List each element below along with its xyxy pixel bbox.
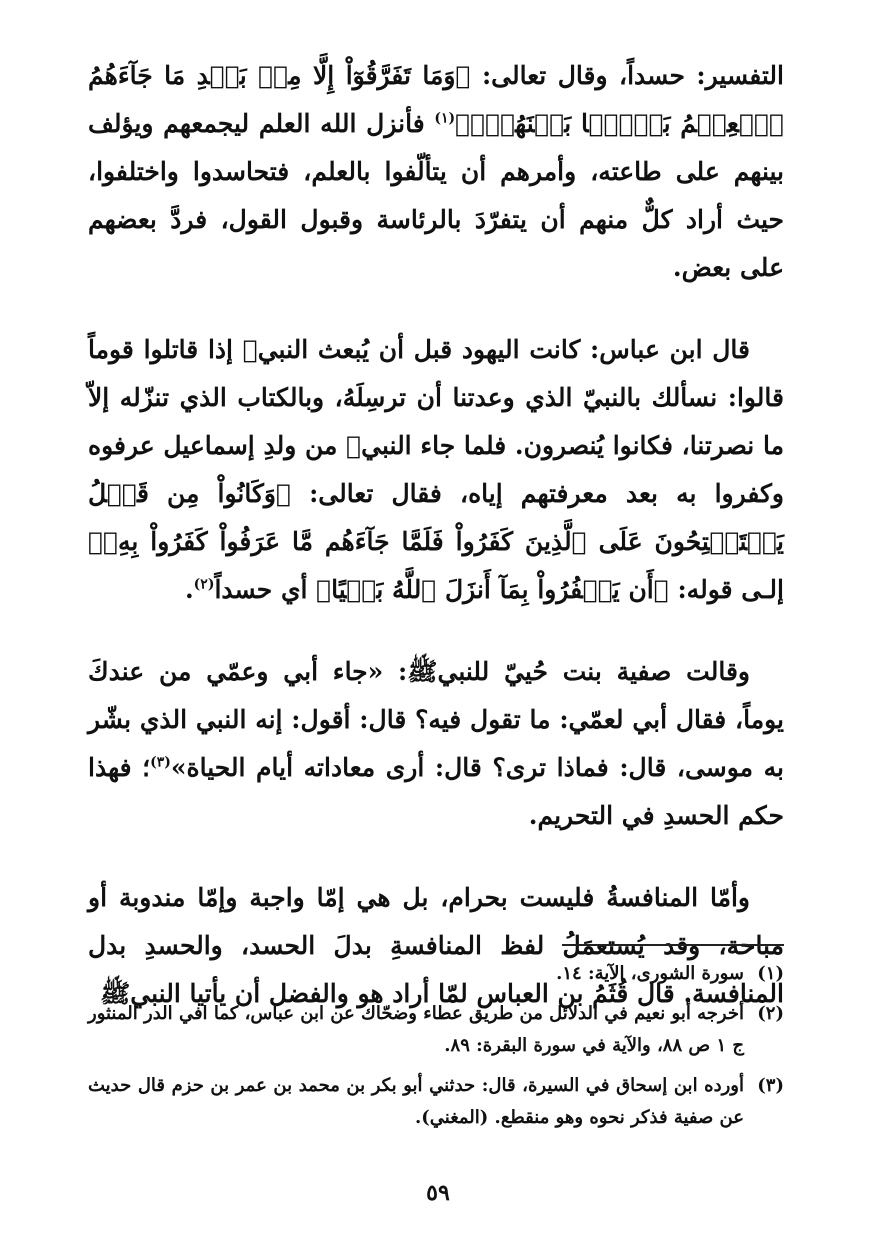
footnote-2: [88, 998, 784, 1062]
footnote-3: [88, 1070, 784, 1134]
paragraph-1: [88, 52, 784, 292]
footnote-3-text: أورده ابن إسحاق في السيرة، قال: حدثني أبو بكر بن محمد بن عمر بن حزم قال حديث عن صفية فذكر نحوه وهو منقطع. (المغني).: [88, 1075, 744, 1128]
footnotes: [88, 944, 784, 1142]
footnote-1: [88, 958, 784, 990]
footnote-ref-3: (٣): [150, 754, 171, 771]
footnote-2-text: أخرجه أبو نعيم في الدلائل من طريق عطاء وضحّاك عن ابن عباس، كما افي الدر المنثور ج ١ ص ٨٨، والآية في سورة البقرة: ٨٩.: [88, 1003, 744, 1056]
footnote-ref-1: (١): [434, 110, 456, 127]
paragraph-2-text-continued: .: [184, 575, 194, 604]
paragraph-4-text: وأمّا المنافسةُ فليست بحرام، بل هي إمّا واجبة وإمّا مندوبة أو مباحة، وقد يُستعمَلُ لفظ المنافسةِ بدلَ الحسد، والحسدِ بدل المنافسة. قال قُثَمُ بن العباس لمّا أراد هو والفضل أن يأتيا النبيﷺ: [88, 883, 784, 1008]
paragraph-1-text: التفسير: حسداً، وقال تعالى: ﴿وَمَا تَفَرَّقُوٓاْ إِلَّا مِنۢ بَعۡدِ مَا جَآءَهُمُ ٱلۡعِلۡمُ بَغۡيَۢا بَيۡنَهُمۡۚ﴾: [88, 61, 784, 138]
footnote-1-text: سورة الشورى، الآية: ١٤.: [556, 963, 744, 984]
paragraph-3-text-continued: ؛ فهذا حكم الحسدِ في التحريم.: [88, 753, 784, 830]
footnote-1-number: (١): [757, 963, 784, 984]
footnote-3-number: (٣): [757, 1075, 784, 1096]
paragraph-1-text-continued: فأنزل الله العلم ليجمعهم ويؤلف بينهم على طاعته، وأمرهم أن يتألّفوا بالعلم، فتحاسدوا واختلفوا، حيث أراد كلٌّ منهم أن يتفرّدَ بالرئاسة وقبول القول، فردَّ بعضهم على بعض.: [88, 109, 784, 282]
paragraph-2-text: قال ابن عباس: كانت اليهود قبل أن يُبعث النبيﷺ إذا قاتلوا قوماً قالوا: نسألك بالنبيّ الذي وعدتنا أن ترسِلَهُ، وبالكتاب الذي تنزّله إلاّ ما نصرتنا، فكانوا يُنصرون. فلما جاء النبيﷺ من ولدِ إسماعيل عرفوه وكفروا به بعد معرفتهم إياه، فقال تعالى: ﴿وَكَانُواْ مِن قَبۡلُ يَسۡتَفۡتِحُونَ عَلَى ٱلَّذِينَ كَفَرُواْ فَلَمَّا جَآءَهُم مَّا عَرَفُواْ كَفَرُواْ بِهِۦ﴾ إلـى قوله: ﴿أَن يَكۡفُرُواْ بِمَآ أَنزَلَ ٱللَّهُ بَغۡيًا﴾ أي حسداً: [88, 335, 784, 604]
paragraph-2: [88, 326, 784, 614]
main-text: [88, 52, 784, 1018]
page-number: ٥٩: [426, 1180, 450, 1206]
paragraph-3-text: وقالت صفية بنت حُييّ للنبيﷺ: «جاء أبي وعمّي من عندكَ يوماً، فقال أبي لعمّي: ما تقول فيه؟ قال: أقول: إنه النبي الذي بشّر به موسى، قال: فماذا ترى؟ قال: أرى معاداته أيام الحياة»: [88, 657, 784, 782]
footnote-2-number: (٢): [757, 1003, 784, 1024]
paragraph-3: [88, 648, 784, 840]
footnote-divider: [562, 944, 784, 946]
footnote-ref-2: (٢): [193, 576, 215, 593]
